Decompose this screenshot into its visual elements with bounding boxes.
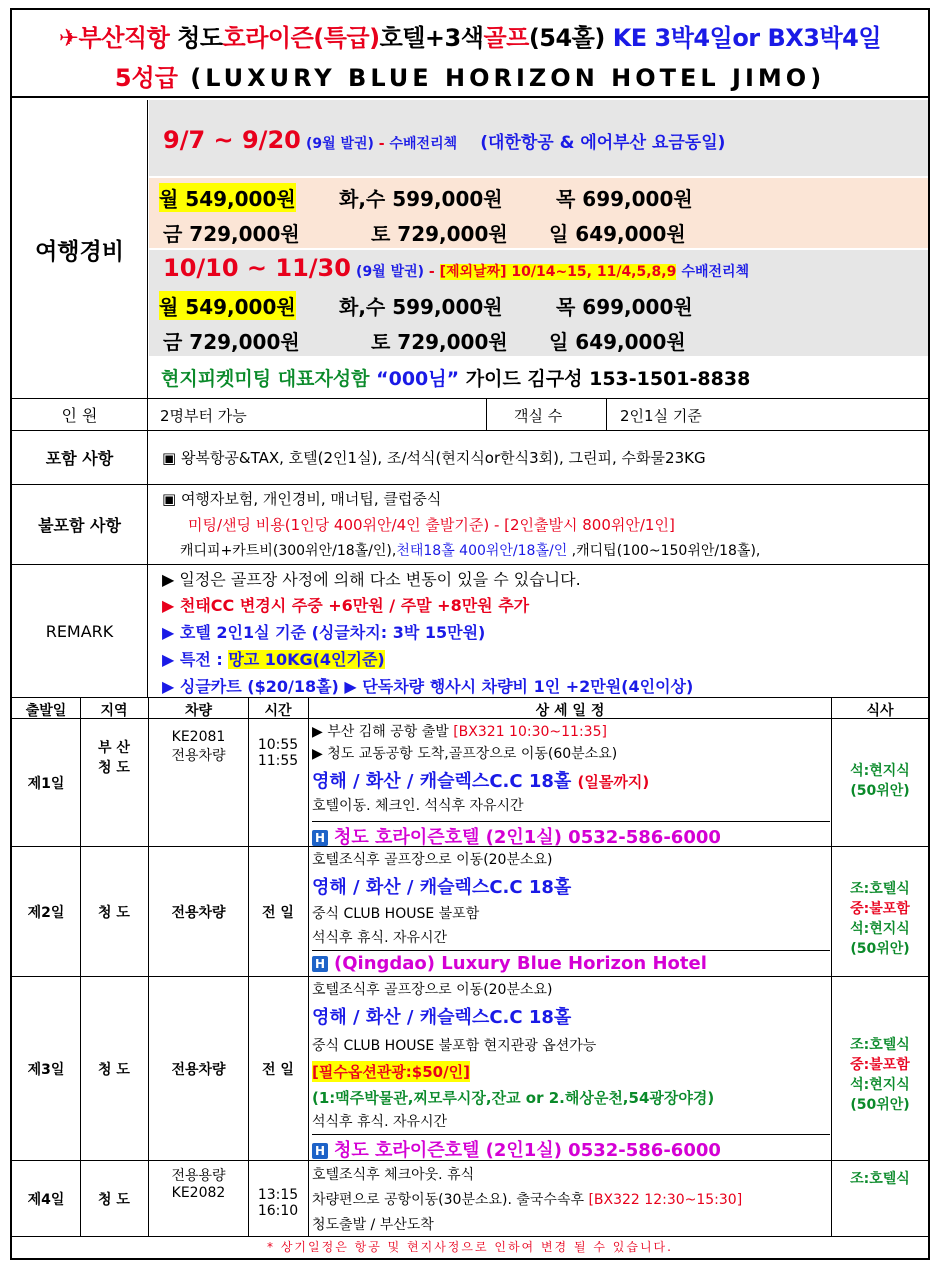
remark-5: ▶ 싱글카트 ($20/18홀) ▶ 단독차량 행사시 차량비 1인 +2만원(4인이상) bbox=[162, 677, 694, 696]
plane-icon: ✈ bbox=[58, 24, 79, 52]
remark-3: ▶ 호텔 2인1실 기준 (싱글차지: 3박 15만원) bbox=[162, 623, 486, 642]
price-area bbox=[149, 100, 928, 398]
title-line-1 bbox=[12, 18, 928, 53]
day-3-time: 전 일 bbox=[262, 1061, 294, 1078]
meeting-line bbox=[149, 362, 928, 396]
day-2-time: 전 일 bbox=[262, 904, 294, 921]
remark-1: ▶ 일정은 골프장 사정에 의해 다소 변동이 있을 수 있습니다. bbox=[162, 570, 581, 589]
included-value: ▣ 왕복항공&TAX, 호텔(2인1실), 조/석식(현지식or한식3회), 그린피, 수화물23KG bbox=[162, 449, 706, 467]
title-golf: 골프 bbox=[483, 24, 529, 52]
period1-date: 9/7 ~ 9/20 bbox=[163, 126, 301, 154]
period1-issue: (9월 발권) bbox=[305, 136, 374, 152]
header-date: 출발일 bbox=[25, 703, 67, 719]
title-busan-direct: 부산직항 bbox=[78, 24, 170, 52]
day-3-row bbox=[12, 977, 928, 1161]
day-2-dinner-price: (50위안) bbox=[850, 941, 910, 957]
day-2-region: 청 도 bbox=[98, 904, 130, 921]
day-4-vehicle: 전용용량 KE2082 bbox=[171, 1168, 226, 1201]
header-time: 시간 bbox=[264, 703, 292, 719]
day-4-row bbox=[12, 1161, 928, 1237]
price2-tue-wed: 화,수 599,000원 bbox=[339, 295, 503, 319]
day-1-flight: [BX321 10:30~11:35] bbox=[453, 724, 607, 740]
title-horizon: 호라이즌(특급) bbox=[222, 24, 380, 52]
day-4-flight: [BX322 12:30~15:30] bbox=[588, 1192, 743, 1208]
day-1-golf: 영해 / 화산 / 캐슬렉스C.C 18홀 bbox=[312, 771, 578, 792]
day-2-label: 제2일 bbox=[27, 904, 65, 921]
schedule-header bbox=[12, 697, 928, 719]
day-2-hotel: (Qingdao) Luxury Blue Horizon Hotel bbox=[334, 953, 707, 974]
day-1-meal: 석:현지식 (50위안) bbox=[850, 763, 910, 799]
day-2-breakfast: 조:호텔식 bbox=[850, 881, 910, 897]
excluded-label: 불포함 사항 bbox=[12, 485, 148, 564]
day-3-line-1: 호텔조식후 골프장으로 이동(20분소요) bbox=[312, 982, 553, 998]
title-qingdao: 청도 bbox=[169, 24, 223, 52]
title-airline: KE 3박4일or BX3박4일 bbox=[612, 24, 882, 52]
price-label: 여행경비 bbox=[12, 100, 148, 398]
period1-header bbox=[149, 100, 928, 176]
day-1-depart: ▶ 부산 김해 공항 출발 bbox=[312, 724, 454, 740]
title-line-2 bbox=[12, 58, 928, 93]
itinerary-document bbox=[10, 8, 930, 1260]
persons-label: 인 원 bbox=[12, 399, 148, 430]
day-1-region: 부 산 청 도 bbox=[98, 740, 130, 776]
document-header bbox=[12, 10, 928, 98]
day-3-lunch: 중식 CLUB HOUSE 불포함 현지관광 옵션가능 bbox=[312, 1038, 597, 1054]
header-details: 상 세 일 정 bbox=[535, 703, 605, 719]
footer-note: * 상기일정은 항공 및 현지사정으로 인하여 변경 될 수 있습니다. bbox=[267, 1240, 673, 1254]
excluded-caddie-tip: ,캐디팁(100~150위안/18홀), bbox=[567, 543, 761, 559]
period2-header bbox=[149, 250, 928, 286]
day-3-label: 제3일 bbox=[27, 1061, 65, 1078]
day-1-hotel: 청도 호라이즌호텔 (2인1실) 0532-586-6000 bbox=[334, 827, 721, 848]
day-2-evening: 석식후 휴식. 자유시간 bbox=[312, 930, 448, 946]
price2-mon: 월 549,000원 bbox=[159, 291, 296, 320]
day-3-hotel: 청도 호라이즌호텔 (2인1실) 0532-586-6000 bbox=[334, 1140, 721, 1161]
day-4-arrival: 청도출발 / 부산도착 bbox=[312, 1217, 434, 1233]
remark-row bbox=[12, 564, 928, 697]
day-1-arrive: ▶ 청도 교동공항 도착,골프장으로 이동(60분소요) bbox=[312, 746, 618, 762]
excluded-line-2: 미팅/샌딩 비용(1인당 400위안/4인 출발기준) - [2인출발시 800위안/1인] bbox=[188, 516, 675, 534]
day-2-golf: 영해 / 화산 / 캐슬렉스C.C 18홀 bbox=[312, 877, 572, 898]
header-region: 지역 bbox=[100, 703, 128, 719]
rooms-label: 객실 수 bbox=[514, 407, 563, 425]
day-2-vehicle: 전용차량 bbox=[171, 904, 226, 921]
period2-prices bbox=[149, 286, 928, 356]
day-1-row bbox=[12, 719, 928, 847]
price2-sun: 일 649,000원 bbox=[549, 330, 686, 354]
period1-note: 수배전리첵 bbox=[389, 136, 458, 152]
day-1-vehicle: KE2081 전용차량 bbox=[171, 729, 226, 764]
period1-airline: (대한항공 & 에어부산 요금동일) bbox=[480, 133, 726, 153]
day-2-line-1: 호텔조식후 골프장으로 이동(20분소요) bbox=[312, 852, 553, 868]
day-3-vehicle: 전용차량 bbox=[171, 1061, 226, 1078]
rooms-value: 2인1실 기준 bbox=[620, 407, 702, 425]
hotel-icon: H bbox=[312, 1143, 328, 1159]
persons-value: 2명부터 가능 bbox=[160, 407, 247, 425]
price2-fri: 금 729,000원 bbox=[163, 330, 300, 354]
title-5star: 5성급 bbox=[114, 64, 178, 92]
day-3-golf: 영해 / 화산 / 캐슬렉스C.C 18홀 bbox=[312, 1007, 572, 1028]
excluded-caddie: 캐디피+카트비(300위안/18홀/인), bbox=[180, 543, 397, 559]
period1-prices bbox=[149, 178, 928, 248]
price-sun: 일 649,000원 bbox=[549, 222, 686, 246]
title-hotel-name: (LUXURY BLUE HORIZON HOTEL JIMO) bbox=[177, 64, 826, 92]
day-4-meal: 조:호텔식 bbox=[850, 1171, 910, 1187]
excluded-line-1: ▣ 여행자보험, 개인경비, 매너팁, 클럽중식 bbox=[162, 490, 442, 508]
remark-label: REMARK bbox=[12, 565, 148, 697]
day-4-time: 13:15 16:10 bbox=[257, 1187, 299, 1219]
header-vehicle: 차량 bbox=[184, 703, 213, 719]
price-tue-wed: 화,수 599,000원 bbox=[339, 187, 503, 211]
hotel-icon: H bbox=[312, 830, 328, 846]
included-row bbox=[12, 430, 928, 484]
remark-2: ▶ 천태CC 변경시 주중 +6만원 / 주말 +8만원 추가 bbox=[162, 596, 530, 615]
day-3-dinner-price: (50위안) bbox=[850, 1097, 910, 1113]
period2-issue: (9월 발권) bbox=[356, 264, 425, 280]
price2-sat: 토 729,000원 bbox=[371, 330, 508, 354]
period1-dash: - bbox=[373, 136, 390, 152]
day-2-row bbox=[12, 847, 928, 977]
period2-exclusion: [제외날짜] 10/14~15, 11/4,5,8,9 bbox=[439, 264, 677, 280]
guide-contact: 가이드 김구성 153-1501-8838 bbox=[459, 368, 751, 390]
day-4-region: 청 도 bbox=[98, 1191, 130, 1208]
day-1-label: 제1일 bbox=[27, 775, 65, 792]
title-holes: (54홀) bbox=[528, 24, 613, 52]
day-1-time: 10:55 11:55 bbox=[257, 737, 299, 769]
meeting-text: 현지피켓미팅 대표자성함 bbox=[161, 368, 370, 390]
day-2-dinner: 석:현지식 bbox=[850, 921, 910, 937]
header-meal: 식사 bbox=[866, 703, 894, 719]
meeting-name: “000님” bbox=[369, 368, 460, 390]
day-2-lunch: 중식 CLUB HOUSE 불포함 bbox=[312, 906, 480, 922]
price-mon: 월 549,000원 bbox=[159, 183, 296, 212]
day-3-dinner: 석:현지식 bbox=[850, 1077, 910, 1093]
day-3-breakfast: 조:호텔식 bbox=[850, 1037, 910, 1053]
day-2-lunch-meal: 중:불포함 bbox=[850, 901, 910, 917]
day-3-lunch-meal: 중:불포함 bbox=[850, 1057, 910, 1073]
persons-row bbox=[12, 398, 928, 430]
period2-note: 수배전리첵 bbox=[681, 264, 750, 280]
day-1-checkin: 호텔이동. 체크인. 석식후 자유시간 bbox=[312, 798, 524, 814]
day-1-golf-note: (일몰까지) bbox=[577, 773, 650, 791]
hotel-icon: H bbox=[312, 956, 328, 972]
day-3-evening: 석식후 휴식. 자유시간 bbox=[312, 1114, 448, 1130]
price2-thu: 목 699,000원 bbox=[556, 295, 693, 319]
day-4-transfer: 차량편으로 공항이동(30분소요). 출국수속후 bbox=[312, 1192, 589, 1208]
period2-dash: - bbox=[424, 264, 440, 280]
day-4-line-1: 호텔조식후 체크아웃. 휴식 bbox=[312, 1167, 475, 1183]
title-hotel-3color: 호텔+3색 bbox=[379, 24, 484, 52]
day-4-label: 제4일 bbox=[27, 1191, 65, 1208]
day-3-region: 청 도 bbox=[98, 1061, 130, 1078]
excluded-tiantai: 천태18홀 400위안/18홀/인 bbox=[396, 543, 568, 559]
included-label: 포함 사항 bbox=[12, 431, 148, 484]
day-3-option: [필수옵션관광:$50/인] bbox=[312, 1063, 470, 1081]
day-3-tour: (1:맥주박물관,찌모루시장,잔교 or 2.해상운천,54광장야경) bbox=[312, 1089, 715, 1107]
price-sat: 토 729,000원 bbox=[371, 222, 508, 246]
price-thu: 목 699,000원 bbox=[556, 187, 693, 211]
remark-4-label: ▶ 특전 : bbox=[162, 650, 229, 669]
price-fri: 금 729,000원 bbox=[163, 222, 300, 246]
remark-4-mango: 망고 10KG(4인기준) bbox=[228, 650, 385, 669]
excluded-row bbox=[12, 484, 928, 564]
period2-date: 10/10 ~ 11/30 bbox=[163, 254, 351, 282]
